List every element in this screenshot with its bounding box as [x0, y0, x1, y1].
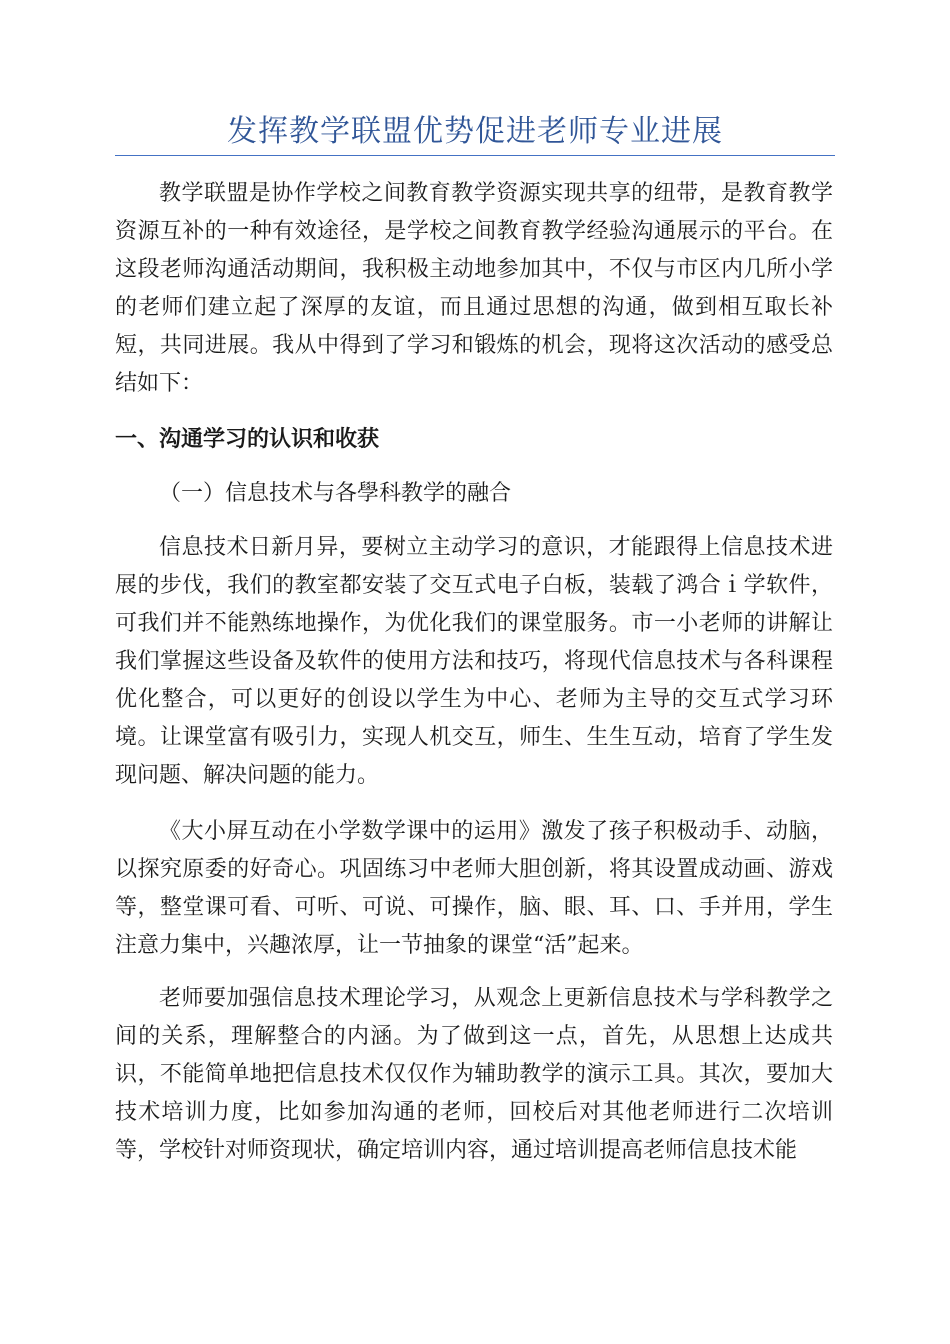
document-title: 发挥教学联盟优势促进老师专业进展: [227, 114, 723, 149]
section-heading: 一、沟通学习的认识和收获: [115, 426, 380, 452]
body-paragraph-2: 《大小屏互动在小学数学课中的运用》激发了孩子积极动手、动脑，以探究原委的好奇心。巩固练习中老师大胆创新，将其设置成动画、游戏等，整堂课可看、可听、可说、可操作，脑、眼、耳、口、手并用，学生注意力集中，兴趣浓厚，让一节抽象的课堂“活”起来。: [115, 819, 833, 958]
body-paragraph-1: 信息技术日新月异，要树立主动学习的意识，才能跟得上信息技术进展的步伐，我们的教室都安装了交互式电子白板，装载了鸿合ｉ学软件，可我们并不能熟练地操作，为优化我们的课堂服务。市一小老师的讲解让我们掌握这些设备及软件的使用方法和技巧，将现代信息技术与各科课程优化整合，可以更好的创设以学生为中心、老师为主导的交互式学习环境。让课堂富有吸引力，实现人机交互，师生、生生互动，培育了学生发现问题、解决问题的能力。: [115, 535, 833, 788]
intro-paragraph: 教学联盟是协作学校之间教育教学资源实现共享的纽带，是教育教学资源互补的一种有效途径，是学校之间教育教学经验沟通展示的平台。在这段老师沟通活动期间，我积极主动地参加其中，不仅与市区内几所小学的老师们建立起了深厚的友谊，而且通过思想的沟通，做到相互取长补短，共同进展。我从中得到了学习和锻炼的机会，现将这次活动的感受总结如下：: [115, 181, 833, 396]
title-underline: [115, 155, 835, 156]
subsection-heading: （一）信息技术与各學科教学的融合: [159, 481, 512, 506]
body-paragraph-3: 老师要加强信息技术理论学习，从观念上更新信息技术与学科教学之间的关系，理解整合的内涵。为了做到这一点，首先，从思想上达成共识，不能简单地把信息技术仅仅作为辅助教学的演示工具。其次，要加大技术培训力度，比如参加沟通的老师，回校后对其他老师进行二次培训等，学校针对师资现状，确定培训内容，通过培训提高老师信息技术能: [115, 986, 833, 1163]
